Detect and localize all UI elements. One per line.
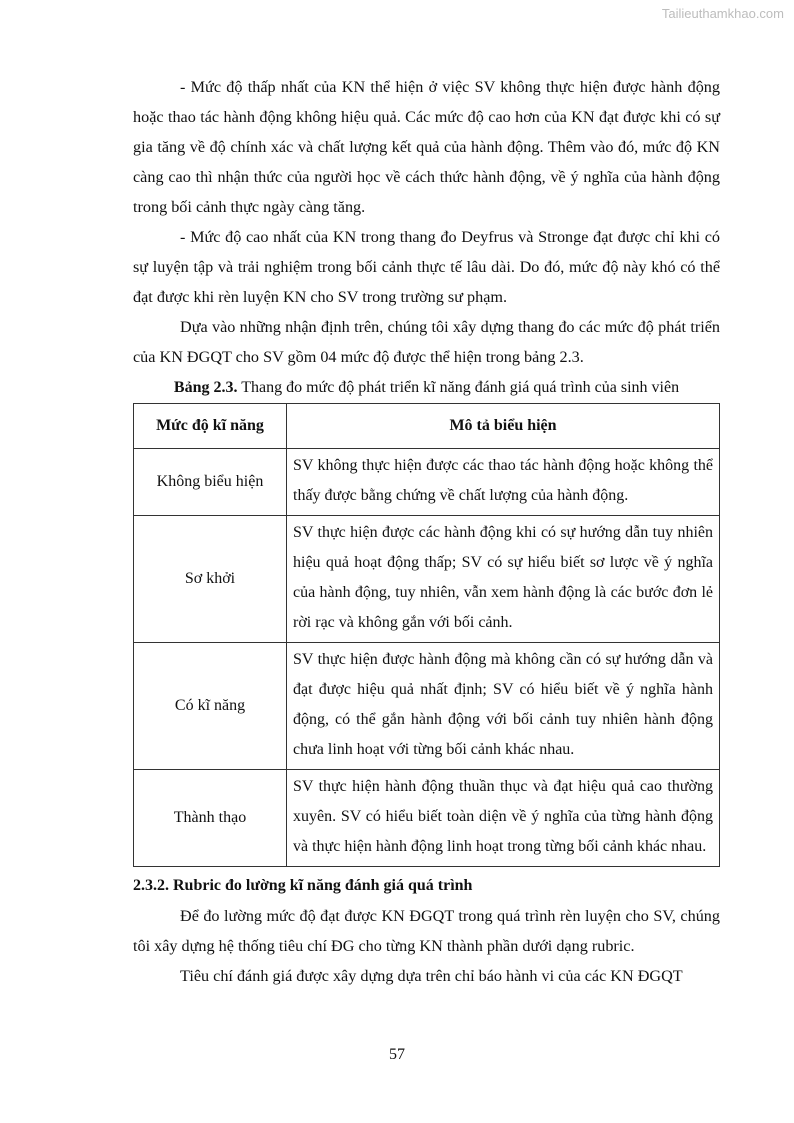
row-level-cell: Có kĩ năng	[134, 643, 287, 770]
paragraph-criteria: Tiêu chí đánh giá được xây dựng dựa trên chỉ báo hành vi của các KN ĐGQT	[180, 967, 683, 985]
table-header-row	[134, 404, 720, 449]
section-heading: 2.3.2. Rubric đo lường kĩ năng đánh giá quá trình	[133, 877, 473, 894]
paragraph-highest-level: - Mức độ cao nhất của KN trong thang đo Deyfrus và Stronge đạt được chỉ khi có sự luyện tập và trải nghiệm trong bối cảnh thực tế lâu dài. Do đó, mức độ này khó có thể đạt được khi rèn luyện KN cho SV trong trường sư phạm.	[133, 228, 720, 306]
table-caption-text: Thang đo mức độ phát triển kĩ năng đánh giá quá trình của sinh viên	[237, 379, 680, 396]
row-description-cell: SV thực hiện được hành động mà không cần có sự hướng dẫn và đạt được hiệu quả nhất định; SV có hiểu biết về ý nghĩa hành động, có thể gắn hành động với bối cảnh tuy nhiên hành động chưa linh hoạt với từng bối cảnh khác nhau.	[287, 643, 720, 770]
paragraph-scale-intro: Dựa vào những nhận định trên, chúng tôi xây dựng thang đo các mức độ phát triển của KN ĐGQT cho SV gồm 04 mức độ được thể hiện trong bảng 2.3.	[133, 318, 720, 366]
paragraph-rubric-intro: Để đo lường mức độ đạt được KN ĐGQT trong quá trình rèn luyện cho SV, chúng tôi xây dựng hệ thống tiêu chí ĐG cho từng KN thành phần dưới dạng rubric.	[133, 907, 720, 955]
row-level-cell: Thành thạo	[134, 770, 287, 867]
row-level-cell: Không biểu hiện	[134, 449, 287, 516]
paragraph-lowest-level: - Mức độ thấp nhất của KN thể hiện ở việc SV không thực hiện được hành động hoặc thao tác hành động không hiệu quả. Các mức độ cao hơn của KN đạt được khi có sự gia tăng về độ chính xác và chất lượng kết quả của hành động. Thêm vào đó, mức độ KN càng cao thì nhận thức của người học về cách thức hành động, về ý nghĩa của hành động trong bối cảnh thực ngày càng tăng.	[133, 78, 720, 216]
page-content	[133, 72, 720, 991]
table-row	[134, 516, 720, 643]
row-level-cell: Sơ khởi	[134, 516, 287, 643]
table-caption-label: Bảng 2.3.	[173, 379, 238, 396]
table-row	[134, 770, 720, 867]
skill-level-table	[133, 403, 720, 867]
row-description-cell: SV thực hiện được các hành động khi có sự hướng dẫn tuy nhiên hiệu quả hoạt động thấp; SV có sự hiểu biết sơ lược về ý nghĩa của hành động, tuy nhiên, vẫn xem hành động là các bước đơn lẻ rời rạc và không gắn với bối cảnh.	[287, 516, 720, 643]
header-skill-level: Mức độ kĩ năng	[134, 404, 287, 449]
table-row	[134, 449, 720, 516]
header-description: Mô tả biểu hiện	[287, 404, 720, 449]
row-description-cell: SV thực hiện hành động thuần thục và đạt hiệu quả cao thường xuyên. SV có hiểu biết toàn diện về ý nghĩa của từng hành động và thực hiện hành động linh hoạt trong từng bối cảnh khác nhau.	[287, 770, 720, 867]
watermark-text: Tailieuthamkhao.com	[661, 6, 784, 21]
table-caption	[133, 376, 720, 400]
table-row	[134, 643, 720, 770]
row-description-cell: SV không thực hiện được các thao tác hành động hoặc không thể thấy được bằng chứng về chất lượng của hành động.	[287, 449, 720, 516]
page-number: 57	[389, 1046, 405, 1063]
